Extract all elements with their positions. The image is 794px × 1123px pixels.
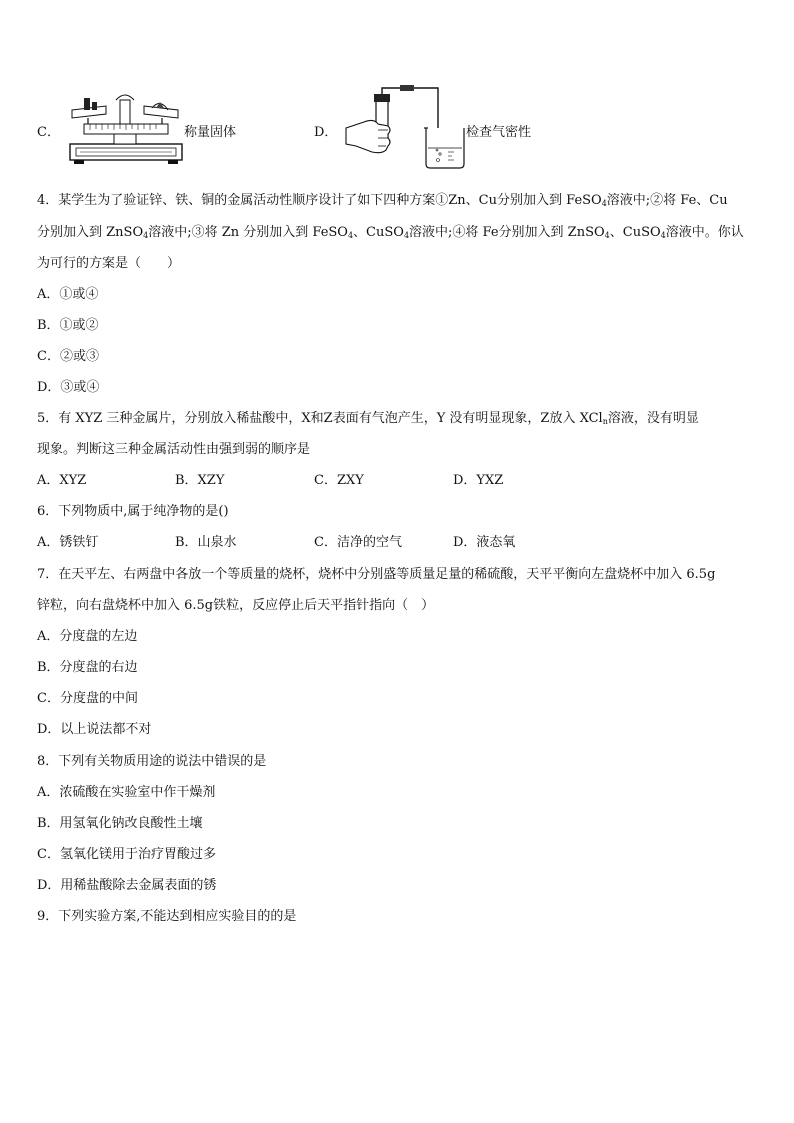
q6-option-a: A．锈铁钉 [37, 535, 99, 550]
q6-stem: 6．下列物质中,属于纯净物的是() [37, 504, 229, 519]
figure-c-caption: 称量固体 [184, 125, 237, 140]
q5-stem-line2: 现象。判断这三种金属活动性由强到弱的顺序是 [37, 442, 311, 457]
q8-option-b: B．用氢氧化钠改良酸性土壤 [37, 816, 203, 831]
q4-stem-line3: 为可行的方案是（ ） [37, 256, 181, 271]
q7-option-c: C．分度盘的中间 [37, 691, 138, 706]
q7-option-b: B．分度盘的右边 [37, 660, 138, 675]
q6-option-c: C．洁净的空气 [314, 535, 402, 550]
q5-stem-line1: 5．有 XYZ 三种金属片，分别放入稀盐酸中，X和Z表面有气泡产生，Y 没有明显现象，Z放入 XCl$_n$溶液，没有明显 [37, 411, 699, 426]
q5-option-a: A．XYZ [37, 473, 87, 488]
q5-option-c: C．ZXY [314, 473, 364, 488]
q4-stem-line1: 4．某学生为了验证锌、铁、铜的金属活动性顺序设计了如下四种方案①Zn、Cu分别加入到 FeSO$_4$溶液中;②将 Fe、Cu [37, 193, 728, 208]
q4-option-c: C．②或③ [37, 349, 99, 364]
q8-option-d: D．用稀盐酸除去金属表面的锈 [37, 878, 217, 893]
airtightness-illustration [342, 84, 466, 170]
q4-option-d: D．③或④ [37, 380, 100, 395]
q4-stem-line2: 分别加入到 ZnSO$_4$溶液中;③将 Zn 分别加入到 FeSO$_4$、CuSO$_4$溶液中;④将 Fe分别加入到 ZnSO$_4$、CuSO$_4$溶液中。你认 [37, 225, 744, 240]
figure-d-caption: 检查气密性 [466, 125, 532, 140]
q5-option-b: B．XZY [175, 473, 225, 488]
q4-option-b: B．①或② [37, 318, 99, 333]
q8-option-a: A．浓硫酸在实验室中作干燥剂 [37, 785, 216, 800]
q7-stem-line1: 7．在天平左、右两盘中各放一个等质量的烧杯，烧杯中分别盛等质量足量的稀硫酸，天平平衡向左盘烧杯中加入 6.5g [37, 567, 716, 582]
figure-c-letter: C． [37, 125, 60, 140]
q9-stem: 9．下列实验方案,不能达到相应实验目的的是 [37, 909, 297, 924]
figure-d-letter: D． [314, 125, 338, 140]
q8-option-c: C．氢氧化镁用于治疗胃酸过多 [37, 847, 216, 862]
q7-option-a: A．分度盘的左边 [37, 629, 138, 644]
q8-stem: 8．下列有关物质用途的说法中错误的是 [37, 754, 267, 769]
balance-illustration [66, 88, 186, 168]
q5-option-d: D．YXZ [453, 473, 504, 488]
q7-stem-line2: 锌粒，向右盘烧杯中加入 6.5g铁粒，反应停止后天平指针指向（ ） [37, 598, 435, 613]
q6-option-b: B．山泉水 [175, 535, 237, 550]
q6-option-d: D．液态氧 [453, 535, 516, 550]
q4-option-a: A．①或④ [37, 287, 99, 302]
q7-option-d: D．以上说法都不对 [37, 722, 152, 737]
